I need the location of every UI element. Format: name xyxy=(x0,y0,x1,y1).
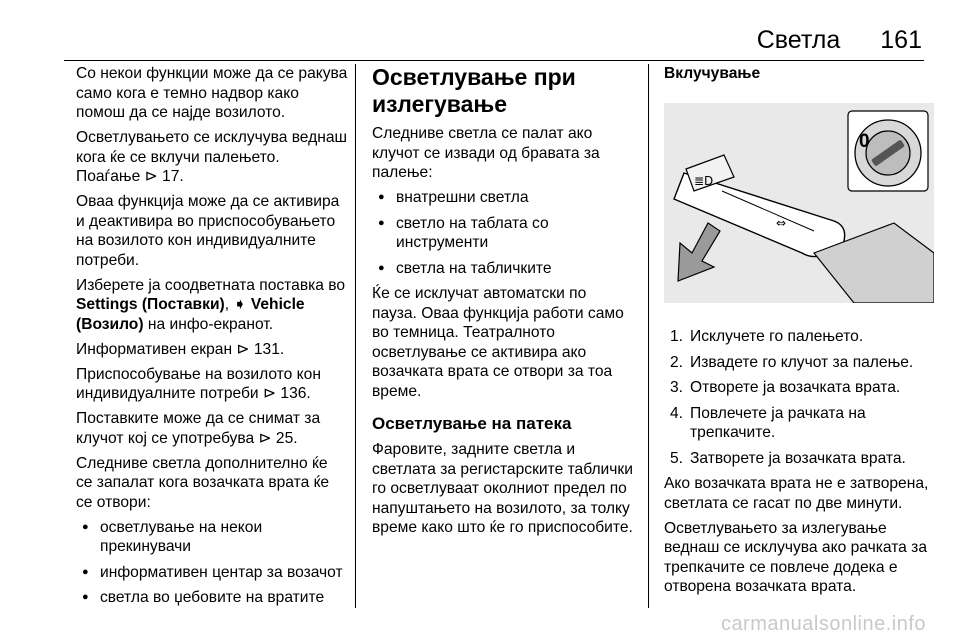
list-item: 3. Отворете ја возачката врата. xyxy=(670,379,901,396)
list-item: 4. Повлечете ја рачката на трепкачите. xyxy=(670,404,866,441)
paragraph: Следниве светла се палат ако клучот се извади од бравата за палење: xyxy=(372,125,600,181)
page-header xyxy=(0,26,922,54)
list-item: ● информативен центар за возачот xyxy=(76,563,348,583)
page-ref-arrow-icon: ⊳ xyxy=(236,340,250,358)
list-item: ● светла во џебовите на вратите xyxy=(76,588,348,608)
list-item: 1. Исклучете го палењето. xyxy=(670,328,864,345)
paragraph: Осветлувањето се исклучува веднаш кога ќе се вклучи палењето. Поаѓање ⊳ 17. xyxy=(76,129,348,185)
list-item: ● светла на табличките xyxy=(372,259,634,279)
bullet-list xyxy=(76,518,348,608)
list-item: ● осветлување на некои прекинувачи xyxy=(76,518,348,557)
step-list xyxy=(664,327,930,468)
light-symbol-icon: ⇔ xyxy=(776,216,787,230)
page-ref-arrow-icon: ⊳ xyxy=(262,385,277,402)
list-item: ● светло на таблата со инструменти xyxy=(372,214,634,253)
page-ref-arrow-icon: ⊳ xyxy=(258,429,272,447)
page-ref-arrow-icon: ⊳ xyxy=(144,168,158,185)
subsection-heading: Осветлување на патека xyxy=(372,414,572,433)
turn-signal-lever-figure xyxy=(664,103,934,303)
page-number: 161 xyxy=(880,26,922,54)
list-item: ● внатрешни светла xyxy=(372,188,634,208)
list-item: 5. Затворете ја возачката врата. xyxy=(670,449,906,467)
paragraph: Поставките може да се снимат за клучот кој се употребува ⊳ 25. xyxy=(76,410,321,447)
column-divider-2 xyxy=(648,64,649,608)
list-item: 2. Извадете го клучот за палење. xyxy=(670,353,914,371)
paragraph: Ќе се исклучат автоматски по пауза. Оваа функција работи само во темница. Театралното осветлување се активира ако возачката врата се отвори за тоа време. xyxy=(372,285,624,400)
paragraph: Приспособување на возилото кон индивидуалните потреби ⊳ 136. xyxy=(76,365,321,402)
section-heading: Осветлување при излегување xyxy=(372,64,576,117)
paragraph: Информативен екран ⊳ 131. xyxy=(76,340,285,358)
lever-illustration xyxy=(664,103,934,303)
paragraph: Следниве светла дополнително ќе се запалат кога возачката врата ќе се отвори: xyxy=(76,454,330,511)
paragraph: Оваа функција може да се активира и деактивира во приспособувањето на возилото кон индивидуалните потреби. xyxy=(76,193,340,269)
paragraph: Со некои функции може да се ракува само кога е темно надвор како помош да се најде возилото. xyxy=(76,65,348,121)
section-title: Светла xyxy=(756,26,841,54)
paragraph: Фаровите, задните светла и светлата за регистарските таблички го осветлуваат околниот предел по напуштањето на возилото, за толку време како што ќе го приспособите. xyxy=(372,441,633,536)
menu-vehicle-label: Vehicle (Возило) xyxy=(76,296,305,333)
paragraph: Осветлувањето за излегување веднаш се исклучува ако рачката за трепкачите се повлече додека е отворена возачката врата. xyxy=(664,519,927,595)
header-rule xyxy=(64,60,924,61)
headlight-icon: ≣D xyxy=(694,174,714,188)
paragraph: Изберете ја соодветната поставка во Settings (Поставки), ➧ Vehicle (Возило) на инфо-екранот. xyxy=(76,276,346,333)
ignition-position-label: 0 xyxy=(859,131,870,152)
column-3 xyxy=(664,64,930,602)
column-divider-1 xyxy=(355,64,356,608)
watermark: carmanualsonline.info xyxy=(720,613,926,635)
paragraph: Ако возачката врата не е затворена, светлата се гасат по две минути. xyxy=(664,475,929,512)
menu-settings-label: Settings (Поставки) xyxy=(76,296,225,313)
column-1 xyxy=(76,64,348,614)
pull-arrow-icon xyxy=(678,223,720,281)
bullet-list xyxy=(372,188,634,278)
column-2 xyxy=(372,64,634,543)
menu-arrow-icon: ➧ xyxy=(233,296,247,313)
subsection-heading: Вклучување xyxy=(664,65,761,82)
